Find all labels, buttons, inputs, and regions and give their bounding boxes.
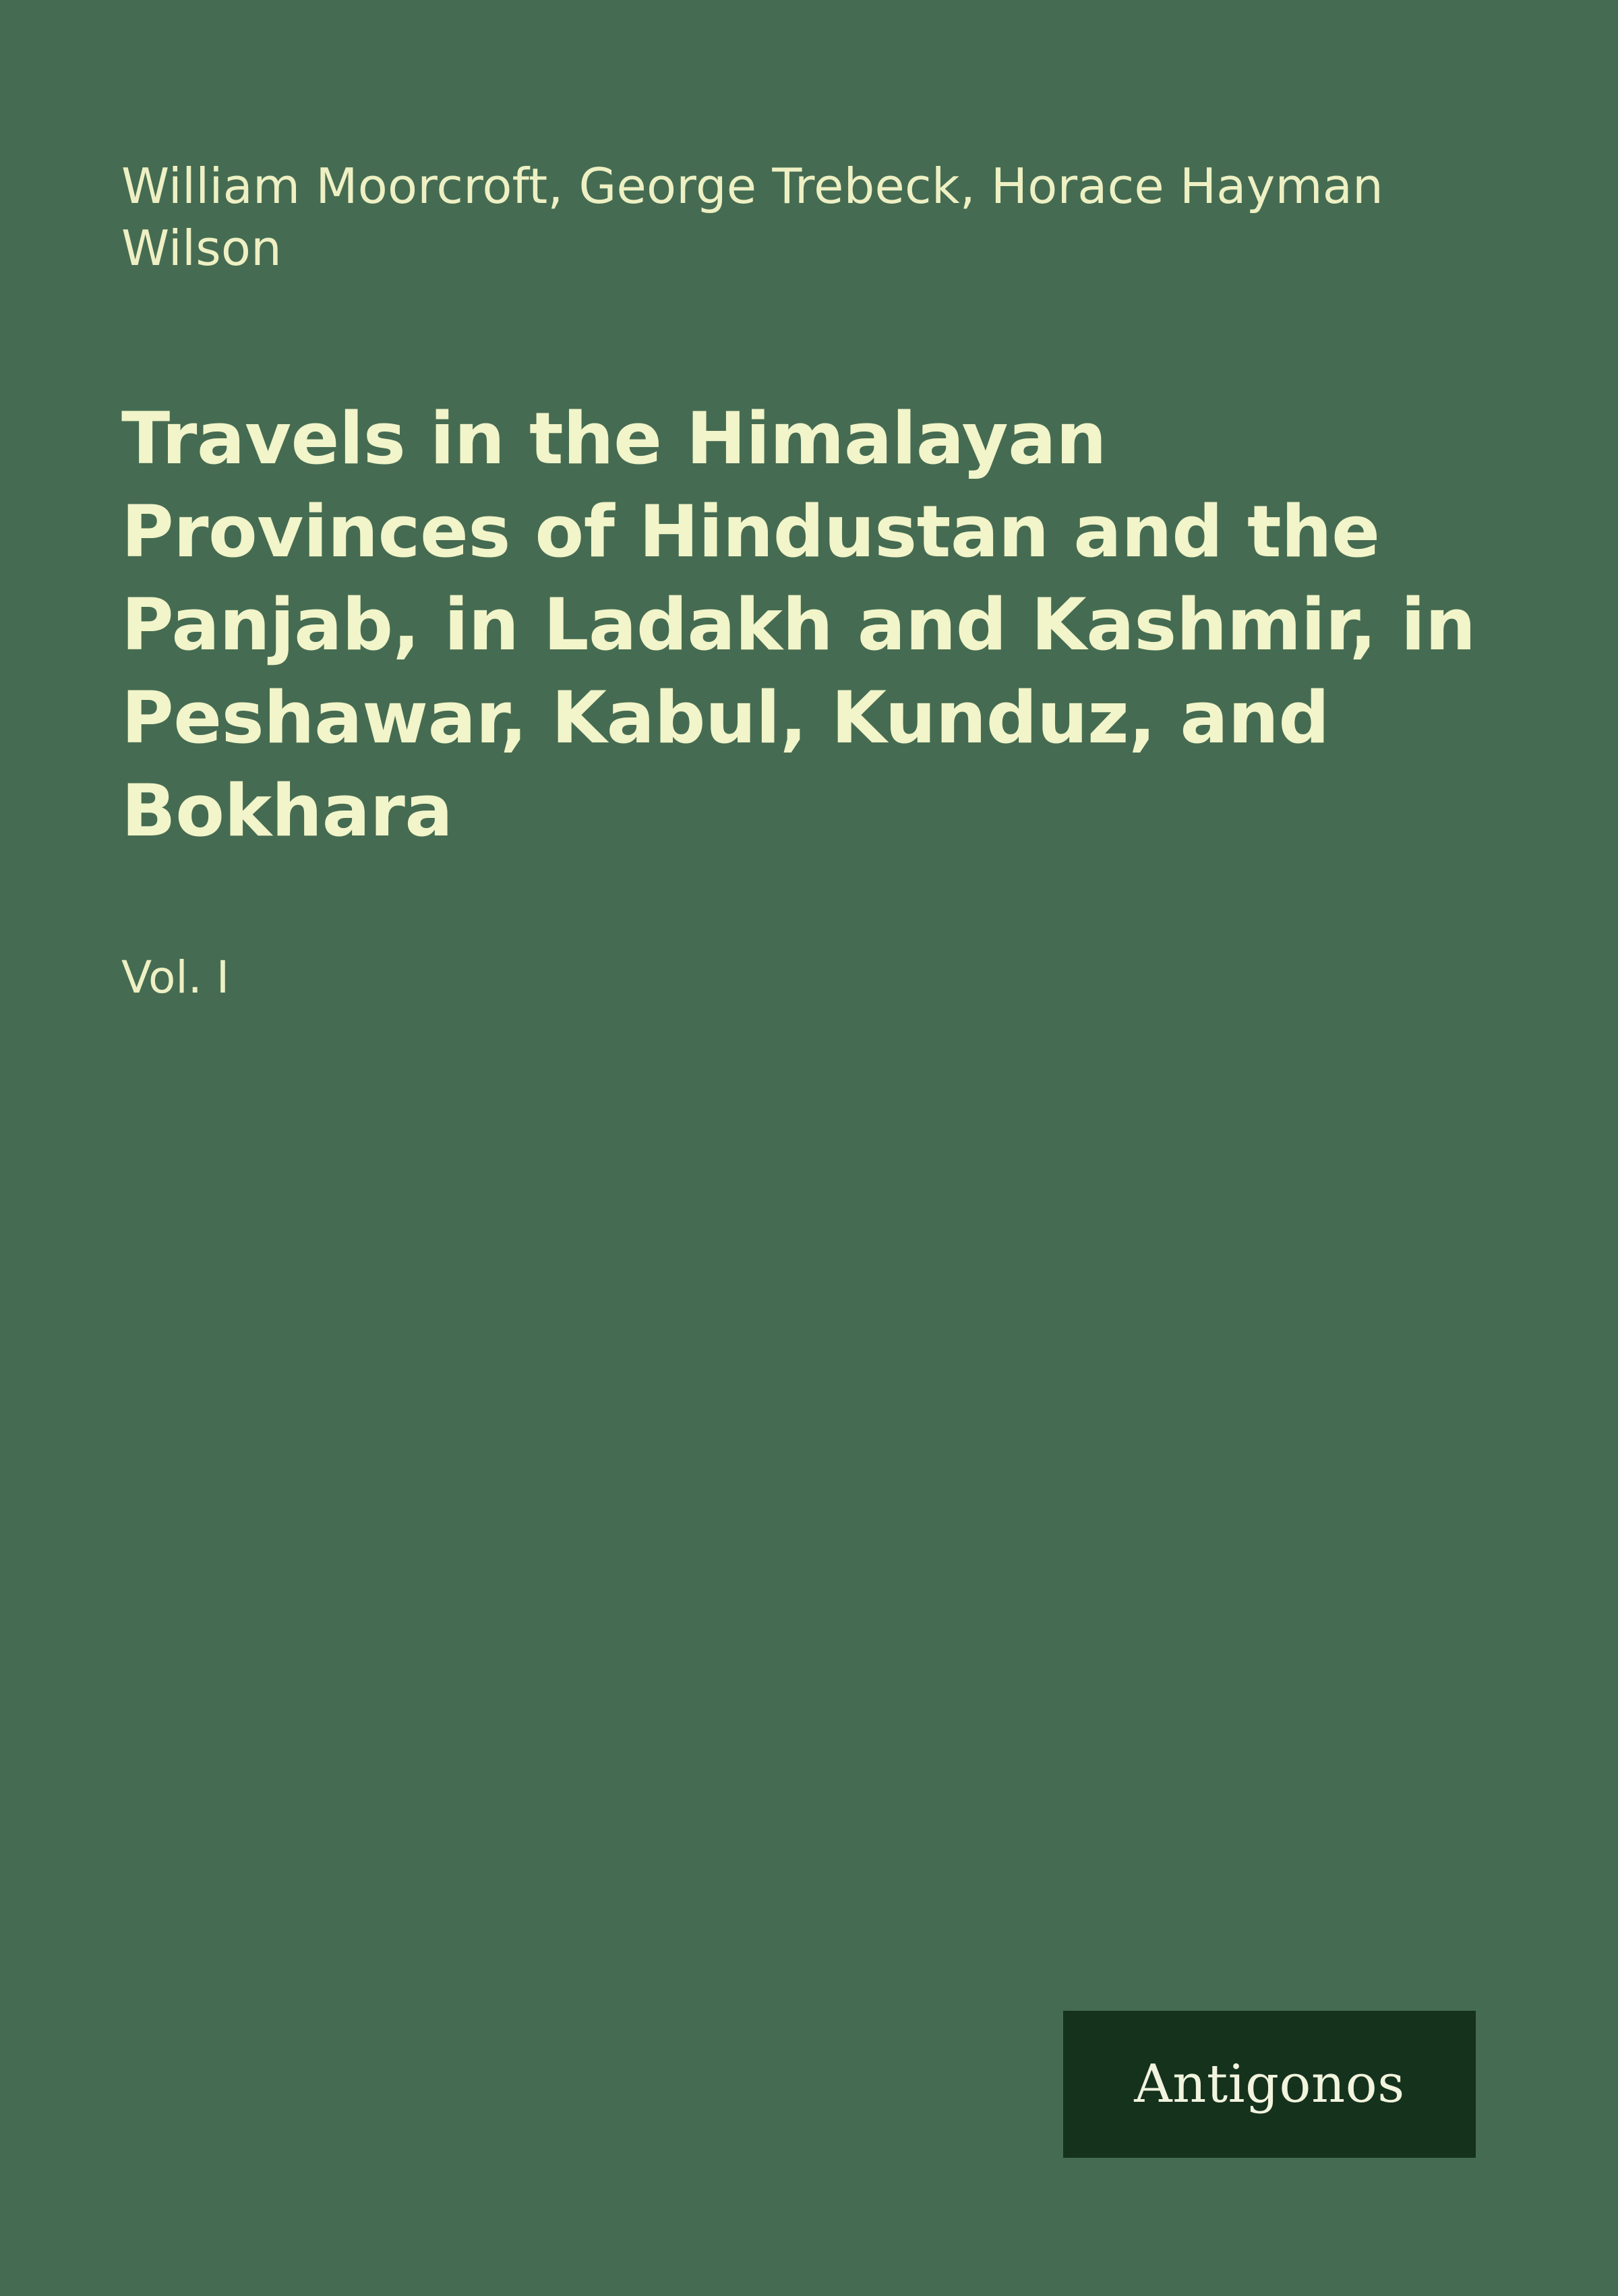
volume-label: Vol. I <box>121 951 230 1004</box>
book-title: Travels in the Himalayan Provinces of Hindustan and the Panjab, in Ladakh and Kashmir, in Peshawar, Kabul, Kunduz, and Bokhara <box>121 397 1476 852</box>
author-names: William Moorcroft, George Trebeck, Horace Hayman Wilson <box>121 158 1383 277</box>
publisher-badge <box>1063 2011 1476 2158</box>
publisher-name: Antigonos <box>1134 2054 1405 2115</box>
